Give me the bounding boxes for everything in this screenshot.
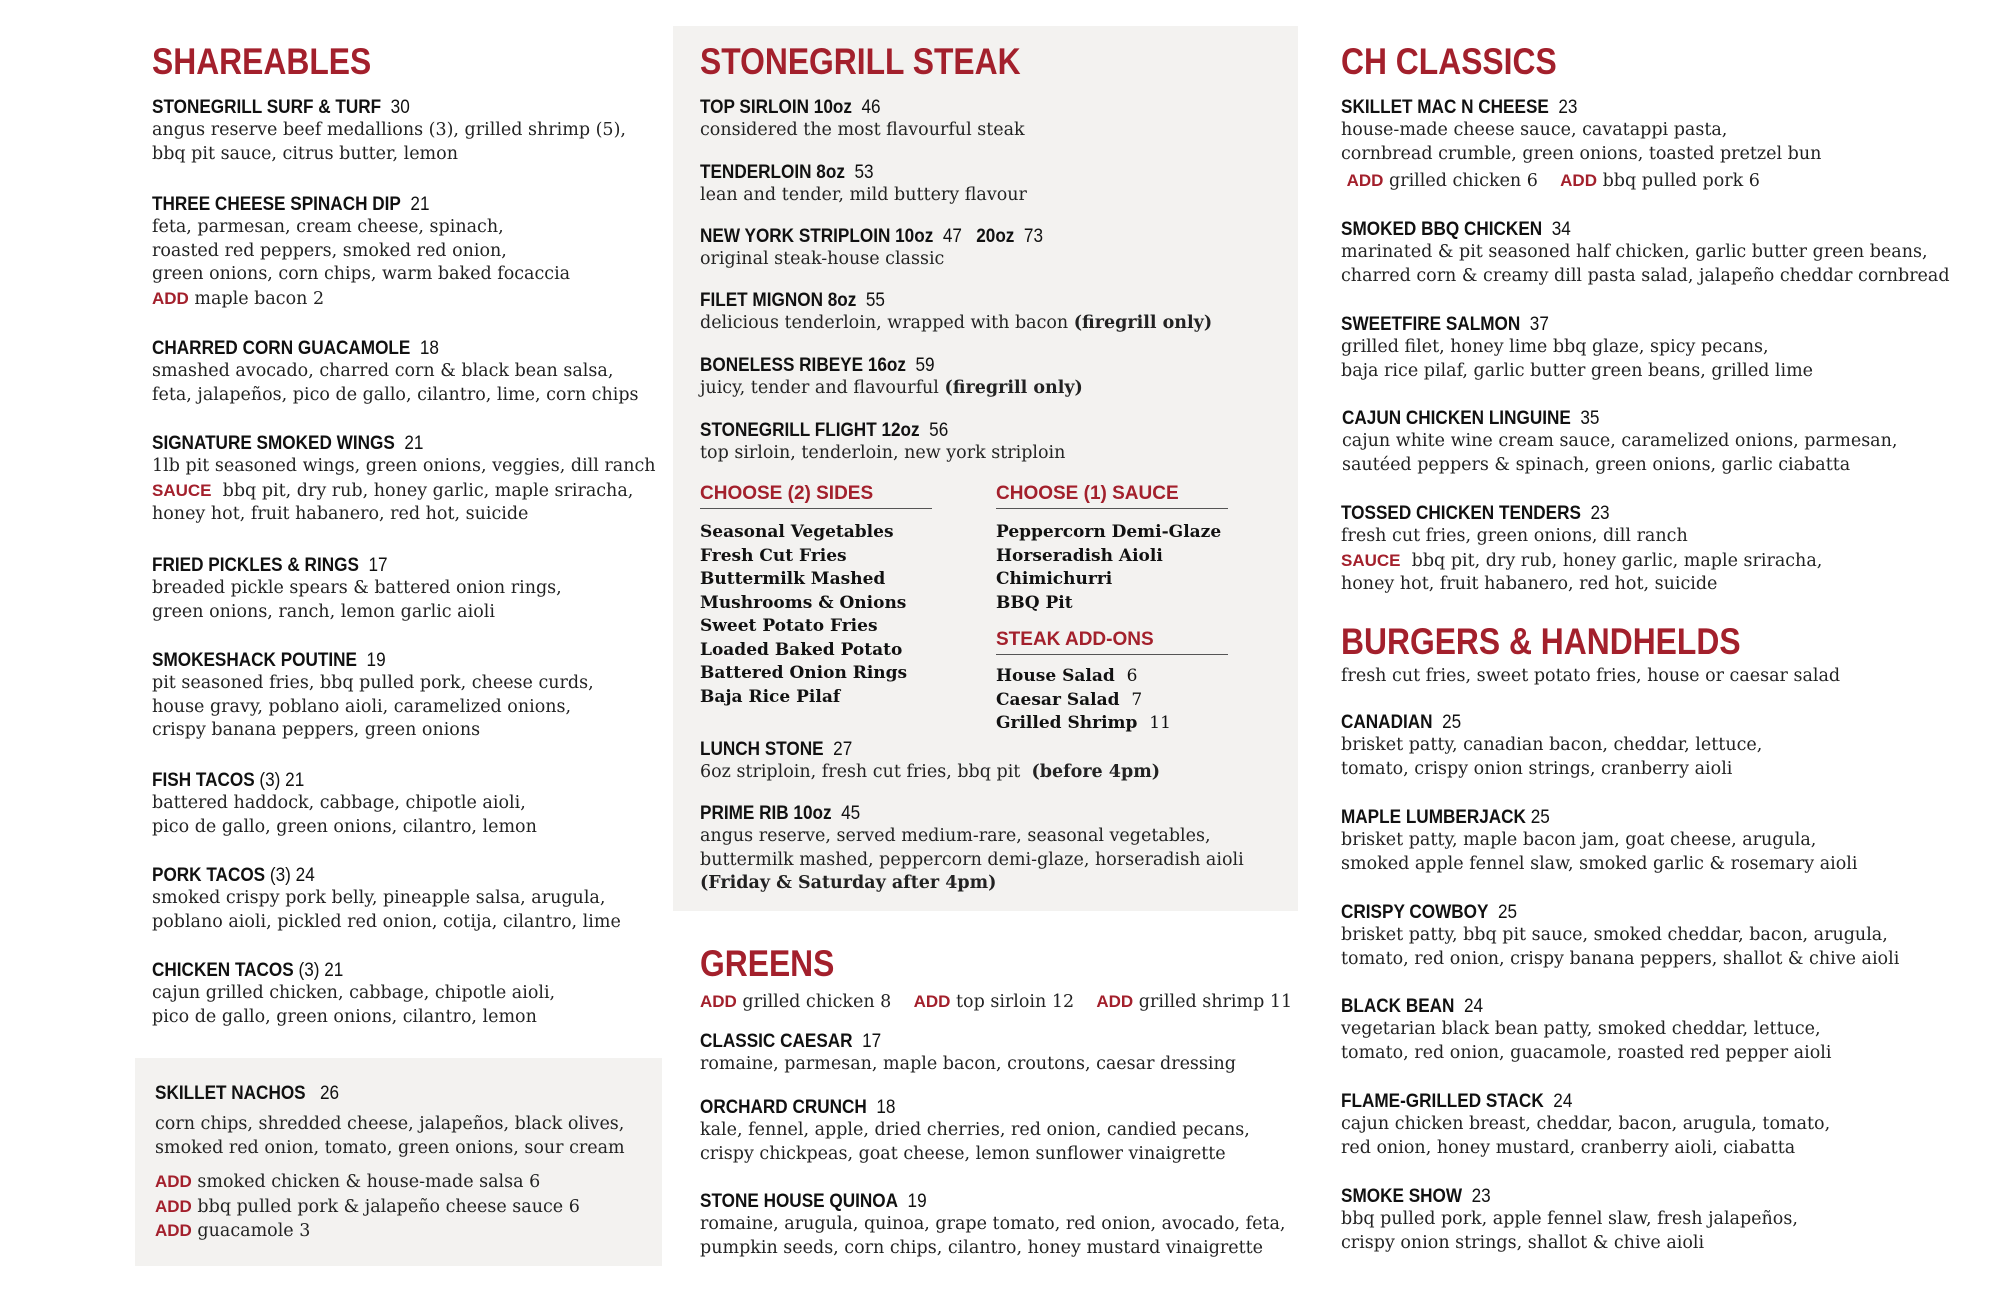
side-item: Sweet Potato Fries [700, 616, 878, 636]
item-name: SKILLET MAC N CHEESE [1341, 96, 1549, 118]
sauce-item: BBQ Pit [996, 592, 1073, 613]
sauce-text: honey hot, fruit habanero, red hot, suicide [152, 504, 529, 524]
item-price: 23 [1471, 1185, 1491, 1207]
item-desc: considered the most flavourful steak [700, 120, 1025, 140]
item-price: 23 [1590, 502, 1610, 524]
item-desc: original steak-house classic [700, 249, 945, 269]
menu-item [152, 192, 570, 311]
sauce-label: SAUCE [152, 480, 212, 500]
menu-item [1341, 710, 1762, 781]
item-desc: cajun white wine cream sauce, caramelized onions, parmesan, [1342, 431, 1898, 451]
item-name: CLASSIC CAESAR [700, 1030, 853, 1052]
item-desc: bbq pulled pork, apple fennel slaw, fresh jalapeños, [1341, 1209, 1798, 1229]
add-label: ADD [1560, 171, 1597, 190]
side-item: Fresh Cut Fries [700, 545, 847, 566]
classics-title: CH CLASSICS [1341, 41, 1557, 82]
item-price: 56 [929, 419, 949, 441]
add-text: maple bacon 2 [194, 288, 325, 309]
menu-item [1341, 1089, 1830, 1160]
item-price: 25 [1530, 806, 1550, 828]
item-name: CAJUN CHICKEN LINGUINE [1342, 407, 1571, 429]
item-name: MAPLE LUMBERJACK [1341, 806, 1526, 828]
item-name: CHICKEN TACOS [152, 959, 294, 981]
menu-item [1341, 501, 1822, 597]
item-price: 45 [841, 802, 861, 824]
item-name: FRIED PICKLES & RINGS [152, 554, 359, 576]
sauce-item: Chimichurri [996, 569, 1113, 589]
menu-item [152, 553, 562, 624]
menu-item [700, 160, 1027, 208]
item-name: FLAME-GRILLED STACK [1341, 1090, 1544, 1112]
item-desc: cajun chicken breast, cheddar, bacon, arugula, tomato, [1341, 1114, 1831, 1134]
sauce-label: SAUCE [1341, 550, 1401, 570]
burgers-subtitle: fresh cut fries, sweet potato fries, house or caesar salad [1341, 666, 1841, 686]
steak-title: STONEGRILL STEAK [700, 41, 1021, 82]
sides-title: CHOOSE (2) SIDES [700, 483, 932, 509]
item-price: 34 [1551, 218, 1571, 240]
item-desc: marinated & pit seasoned half chicken, garlic butter green beans, [1341, 242, 1928, 262]
sauce-text: bbq pit, dry rub, honey garlic, maple sriracha, [1411, 550, 1823, 571]
menu-item [700, 418, 1065, 466]
item-price: 18 [876, 1096, 896, 1118]
sauce-text: honey hot, fruit habanero, red hot, suicide [1341, 574, 1718, 594]
item-desc: cornbread crumble, green onions, toasted pretzel bun [1341, 143, 1822, 164]
item-note: (firegrill only) [1073, 313, 1213, 333]
item-name: STONE HOUSE QUINOA [700, 1190, 899, 1212]
item-desc: battered haddock, cabbage, chipotle aioli, [152, 793, 526, 813]
item-desc: corn chips, shredded cheese, jalapeños, black olives, [155, 1114, 625, 1134]
menu-item [152, 431, 656, 527]
item-name: LUNCH STONE [700, 738, 824, 760]
item-price: 46 [861, 96, 881, 118]
item-desc: angus reserve, served medium-rare, seasonal vegetables, [700, 826, 1211, 846]
side-item: Buttermilk Mashed [700, 569, 886, 589]
burgers-title: BURGERS & HANDHELDS [1341, 621, 1741, 662]
item-name: PORK TACOS [152, 864, 266, 886]
item-qty: (3) [298, 959, 320, 981]
menu-item [152, 958, 555, 1029]
menu-item [152, 95, 626, 166]
menu-item [700, 1029, 1236, 1077]
item-desc: house gravy, poblano aioli, caramelized onions, [152, 696, 572, 717]
item-price: 27 [833, 738, 853, 760]
addon-item: Caesar Salad 7 [996, 689, 1143, 710]
item-desc: romaine, parmesan, maple bacon, croutons, caesar dressing [700, 1054, 1236, 1074]
menu-item [1341, 1184, 1798, 1255]
item-name-alt: 20oz [976, 225, 1015, 247]
item-desc: green onions, ranch, lemon garlic aioli [152, 601, 495, 622]
greens-adds: ADD grilled chicken 8 ADD top sirloin 12 ADD grilled shrimp 11 [700, 992, 1293, 1012]
item-desc: top sirloin, tenderloin, new york striploin [700, 443, 1066, 463]
greens-title: GREENS [700, 943, 835, 984]
item-name: THREE CHEESE SPINACH DIP [152, 193, 401, 215]
item-desc: 1lb pit seasoned wings, green onions, veggies, dill ranch [152, 456, 656, 476]
item-desc: kale, fennel, apple, dried cherries, red onion, candied pecans, [700, 1120, 1250, 1140]
menu-item [700, 288, 1212, 336]
item-name: FISH TACOS [152, 769, 255, 791]
menu-item [1341, 805, 1858, 876]
add-label: ADD [155, 1172, 192, 1191]
addon-item: Grilled Shrimp 11 [996, 713, 1171, 733]
item-note: (before 4pm) [1031, 762, 1160, 782]
add-label: ADD [155, 1196, 192, 1216]
item-desc: juicy, tender and flavourful [700, 378, 939, 398]
item-name: TOP SIRLOIN 10oz [700, 96, 852, 118]
item-price: 24 [295, 864, 315, 886]
sides-block [700, 483, 932, 709]
item-price: 19 [366, 649, 386, 671]
menu-item [152, 336, 639, 407]
item-desc: buttermilk mashed, peppercorn demi-glaze, horseradish aioli [700, 849, 1244, 870]
item-desc: pumpkin seeds, corn chips, cilantro, honey mustard vinaigrette [700, 1237, 1264, 1258]
menu-item [700, 1189, 1285, 1260]
side-item: Loaded Baked Potato [700, 639, 903, 660]
item-desc: crispy onion strings, shallot & chive aioli [1341, 1232, 1705, 1253]
item-desc: feta, parmesan, cream cheese, spinach, [152, 217, 504, 237]
item-desc: red onion, honey mustard, cranberry aioli, ciabatta [1341, 1137, 1796, 1158]
item-desc: tomato, red onion, guacamole, roasted red pepper aioli [1341, 1042, 1832, 1063]
item-desc: 6oz striploin, fresh cut fries, bbq pit [700, 762, 1021, 782]
item-desc: green onions, corn chips, warm baked focaccia [152, 264, 571, 284]
menu-item [1341, 994, 1831, 1065]
menu-item [1341, 900, 1899, 971]
item-name: TOSSED CHICKEN TENDERS [1341, 502, 1581, 524]
item-desc: smoked apple fennel slaw, smoked garlic & rosemary aioli [1341, 853, 1858, 874]
item-desc: charred corn & creamy dill pasta salad, jalapeño cheddar cornbread [1341, 265, 1950, 286]
menu-item [152, 863, 621, 934]
item-desc: pico de gallo, green onions, cilantro, lemon [152, 816, 537, 837]
item-price: 17 [862, 1030, 882, 1052]
menu-item [700, 801, 1244, 896]
item-desc: feta, jalapeños, pico de gallo, cilantro, lime, corn chips [152, 384, 639, 405]
item-name: CRISPY COWBOY [1341, 901, 1489, 923]
side-item: Baja Rice Pilaf [700, 686, 841, 707]
item-desc: smoked red onion, tomato, green onions, sour cream [155, 1137, 625, 1158]
item-price: 37 [1529, 313, 1549, 335]
item-name: PRIME RIB 10oz [700, 802, 832, 824]
side-item: Mushrooms & Onions [700, 592, 907, 613]
item-desc: crispy banana peppers, green onions [152, 720, 481, 740]
item-price: 21 [410, 193, 430, 215]
item-name: STONEGRILL SURF & TURF [152, 96, 382, 118]
item-price: 47 [942, 225, 962, 247]
item-price: 25 [1442, 711, 1462, 733]
item-desc: cajun grilled chicken, cabbage, chipotle aioli, [152, 983, 556, 1003]
item-price: 17 [368, 554, 388, 576]
menu-item [700, 353, 1083, 401]
item-desc: lean and tender, mild buttery flavour [700, 185, 1027, 205]
menu-item [152, 648, 594, 743]
item-desc: tomato, crispy onion strings, cranberry aioli [1341, 758, 1733, 779]
menu-item [1341, 217, 1950, 288]
sauce-title: CHOOSE (1) SAUCE [996, 483, 1228, 509]
add-label: ADD [152, 288, 189, 308]
item-desc: breaded pickle spears & battered onion rings, [152, 578, 562, 598]
item-name: CANADIAN [1341, 711, 1433, 733]
item-price: 35 [1580, 407, 1600, 429]
item-desc: pico de gallo, green onions, cilantro, lemon [152, 1006, 537, 1027]
item-price: 26 [319, 1082, 340, 1104]
item-desc: house-made cheese sauce, cavatappi pasta, [1341, 120, 1728, 140]
item-desc: fresh cut fries, green onions, dill ranch [1341, 526, 1688, 546]
item-price: 24 [1463, 995, 1484, 1017]
item-desc: vegetarian black bean patty, smoked cheddar, lettuce, [1341, 1019, 1821, 1039]
add-text: bbq pulled pork & jalapeño cheese sauce 6 [197, 1196, 580, 1217]
item-price: 21 [404, 432, 424, 454]
item-desc: baja rice pilaf, garlic butter green beans, grilled lime [1341, 360, 1814, 381]
sauce-item: Horseradish Aioli [996, 545, 1163, 566]
add-label: ADD [155, 1221, 192, 1240]
menu-item [1341, 312, 1813, 383]
item-name: STONEGRILL FLIGHT 12oz [700, 419, 920, 441]
item-name: FILET MIGNON 8oz [700, 289, 857, 311]
menu-item [700, 224, 1090, 272]
item-desc: poblano aioli, pickled red onion, cotija, cilantro, lime [152, 911, 621, 932]
item-desc: crispy chickpeas, goat cheese, lemon sunflower vinaigrette [700, 1143, 1226, 1164]
item-name: SMOKE SHOW [1341, 1185, 1463, 1207]
item-desc: roasted red peppers, smoked red onion, [152, 240, 507, 261]
sauce-text: bbq pit, dry rub, honey garlic, maple sriracha, [222, 480, 634, 501]
add-text: grilled chicken 6 [1389, 171, 1538, 191]
item-desc: pit seasoned fries, bbq pulled pork, cheese curds, [152, 673, 594, 693]
item-name: SKILLET NACHOS [155, 1082, 306, 1104]
item-name: ORCHARD CRUNCH [700, 1096, 867, 1118]
item-desc: grilled filet, honey lime bbq glaze, spicy pecans, [1341, 337, 1769, 357]
item-qty: (3) [269, 864, 291, 886]
item-price: 53 [854, 161, 874, 183]
item-name: BONELESS RIBEYE 16oz [700, 354, 906, 376]
item-price: 21 [285, 769, 305, 791]
item-name: SIGNATURE SMOKED WINGS [152, 432, 395, 454]
sauce-item: Peppercorn Demi-Glaze [996, 522, 1222, 542]
menu-item [700, 737, 1160, 785]
side-item: Seasonal Vegetables [700, 522, 894, 542]
item-name: NEW YORK STRIPLOIN 10oz [700, 225, 934, 247]
item-name: SMOKED BBQ CHICKEN [1341, 218, 1543, 240]
item-note: (firegrill only) [944, 378, 1083, 398]
menu-item [1342, 406, 1897, 477]
item-desc: tomato, red onion, crispy banana peppers, shallot & chive aioli [1341, 948, 1900, 969]
item-desc: delicious tenderloin, wrapped with bacon [700, 313, 1069, 333]
shareables-title: SHAREABLES [152, 41, 372, 82]
add-label: ADD [1346, 171, 1384, 190]
item-price: 55 [865, 289, 885, 311]
menu-item [152, 768, 537, 839]
item-desc: romaine, arugula, quinoa, grape tomato, red onion, avocado, feta, [700, 1214, 1286, 1234]
item-price: 23 [1558, 96, 1578, 118]
addons-title: STEAK ADD-ONS [996, 629, 1228, 655]
item-note: (Friday & Saturday after 4pm) [700, 873, 997, 893]
add-text: smoked chicken & house-made salsa 6 [197, 1172, 541, 1192]
item-name: SMOKESHACK POUTINE [152, 649, 357, 671]
item-price: 19 [907, 1190, 927, 1212]
item-price: 59 [915, 354, 935, 376]
item-desc: smashed avocado, charred corn & black bean salsa, [152, 361, 614, 381]
addon-item: House Salad 6 [996, 666, 1138, 686]
item-price: 18 [419, 337, 439, 359]
item-name: SWEETFIRE SALMON [1341, 313, 1521, 335]
item-price: 25 [1498, 901, 1518, 923]
item-price: 30 [390, 96, 410, 118]
item-desc: brisket patty, canadian bacon, cheddar, lettuce, [1341, 735, 1763, 755]
menu-item [1341, 95, 1821, 194]
item-price: 21 [324, 959, 344, 981]
side-item: Battered Onion Rings [700, 663, 908, 683]
item-price: 24 [1553, 1090, 1573, 1112]
item-desc: angus reserve beef medallions (3), grilled shrimp (5), [152, 120, 626, 140]
item-name: CHARRED CORN GUACAMOLE [152, 337, 411, 359]
add-text: bbq pulled pork 6 [1602, 171, 1760, 191]
item-desc: smoked crispy pork belly, pineapple salsa, arugula, [152, 888, 606, 908]
item-price-alt: 73 [1023, 225, 1044, 247]
item-qty: (3) [259, 769, 281, 791]
item-desc: bbq pit sauce, citrus butter, lemon [152, 143, 458, 164]
sauce-block [996, 483, 1228, 736]
nachos-item [155, 1081, 625, 1244]
menu-item [700, 1095, 1250, 1166]
item-name: BLACK BEAN [1341, 995, 1455, 1017]
item-desc: brisket patty, maple bacon jam, goat cheese, arugula, [1341, 830, 1817, 850]
menu-item [700, 95, 1025, 143]
add-text: guacamole 3 [197, 1221, 311, 1241]
item-desc: sautéed peppers & spinach, green onions, garlic ciabatta [1342, 454, 1851, 475]
item-name: TENDERLOIN 8oz [700, 161, 845, 183]
item-desc: brisket patty, bbq pit sauce, smoked cheddar, bacon, arugula, [1341, 925, 1888, 945]
